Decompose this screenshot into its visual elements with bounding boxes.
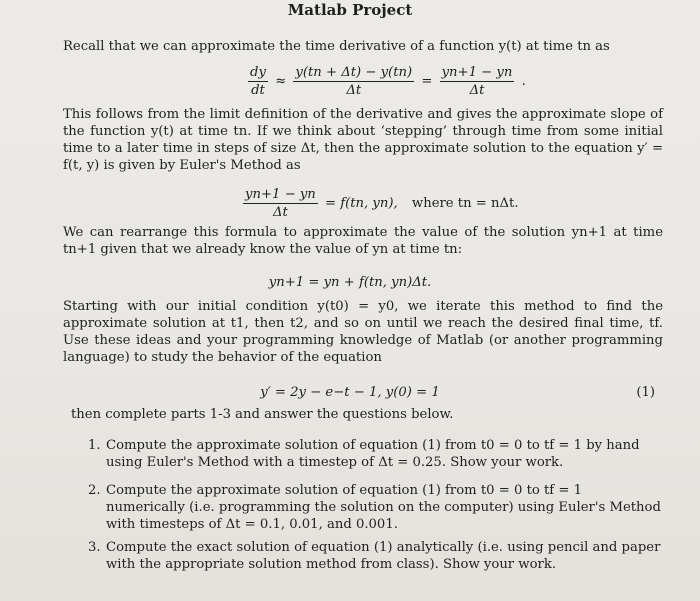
euler-rhs: = f(tn, yn),	[324, 196, 398, 211]
derivative-lhs: $\frac{dy}{dt}$	[250, 65, 266, 98]
paragraph-2: We can rearrange this formula to approximate the value of the solution yn+1 at time tn+1 given that we already know the value of yn at time tn:	[63, 225, 663, 257]
euler-where: where tn = nΔt.	[411, 196, 519, 211]
list-item: 3. Compute the exact solution of equation (1) analytically (i.e. using pencil and paper with the appropriate solution method from class). Show your work.	[88, 540, 661, 572]
list-item: 1. Compute the approximate solution of equation (1) from t0 = 0 to tf = 1 by hand using Euler's Method with a timestep of Δt = 0.25. Show your work.	[88, 438, 640, 470]
ode-equation: y′ = 2y − e−t − 1, y(0) = 1	[260, 385, 440, 400]
page-title: Matlab Project	[287, 1, 413, 19]
derivative-approximation	[245, 64, 526, 99]
euler-fraction: $\frac{yn+1 - yn}{\Delta t}$	[245, 187, 316, 220]
approx-sign: ≈	[275, 74, 287, 89]
derivative-rhs: $\frac{yn+1 - yn}{\Delta t}$	[441, 65, 513, 98]
list-item: 2. Compute the approximate solution of equation (1) from t0 = 0 to tf = 1 numerically (i.e. programming the solution on the computer) using Euler's Method with timesteps of Δt = 0.1, 0.01, and 0.001.	[88, 483, 661, 532]
equals-sign: =	[421, 74, 433, 89]
intro-text: Recall that we can approximate the time derivative of a function y(t) at time tn as	[63, 39, 610, 54]
derivative-end: .	[521, 74, 526, 89]
paragraph-4: then complete parts 1-3 and answer the questions below.	[71, 407, 454, 422]
euler-formula	[240, 186, 560, 221]
update-formula: yn+1 = yn + f(tn, yn)Δt.	[268, 275, 432, 290]
paragraph-1: This follows from the limit definition of the derivative and gives the approximate slope of the function y(t) at time tn. If we think about ‘stepping’ through time from some initial time to a later time in steps of size Δt, then the approximate solution to the equation y′ = f(t, y) is given by Euler's Method as	[63, 107, 663, 173]
equation-number: (1)	[636, 385, 655, 400]
paragraph-3: Starting with our initial condition y(t0) = y0, we iterate this method to find the approximate solution at t1, then t2, and so on until we reach the desired final time, tf. Use these ideas and your programming knowledge of Matlab (or another programming language) to study the behavior of the equation	[63, 299, 663, 365]
derivative-mid: $\frac{y(tn + \Delta t) - y(tn)}{\Delta t}$	[295, 65, 413, 98]
